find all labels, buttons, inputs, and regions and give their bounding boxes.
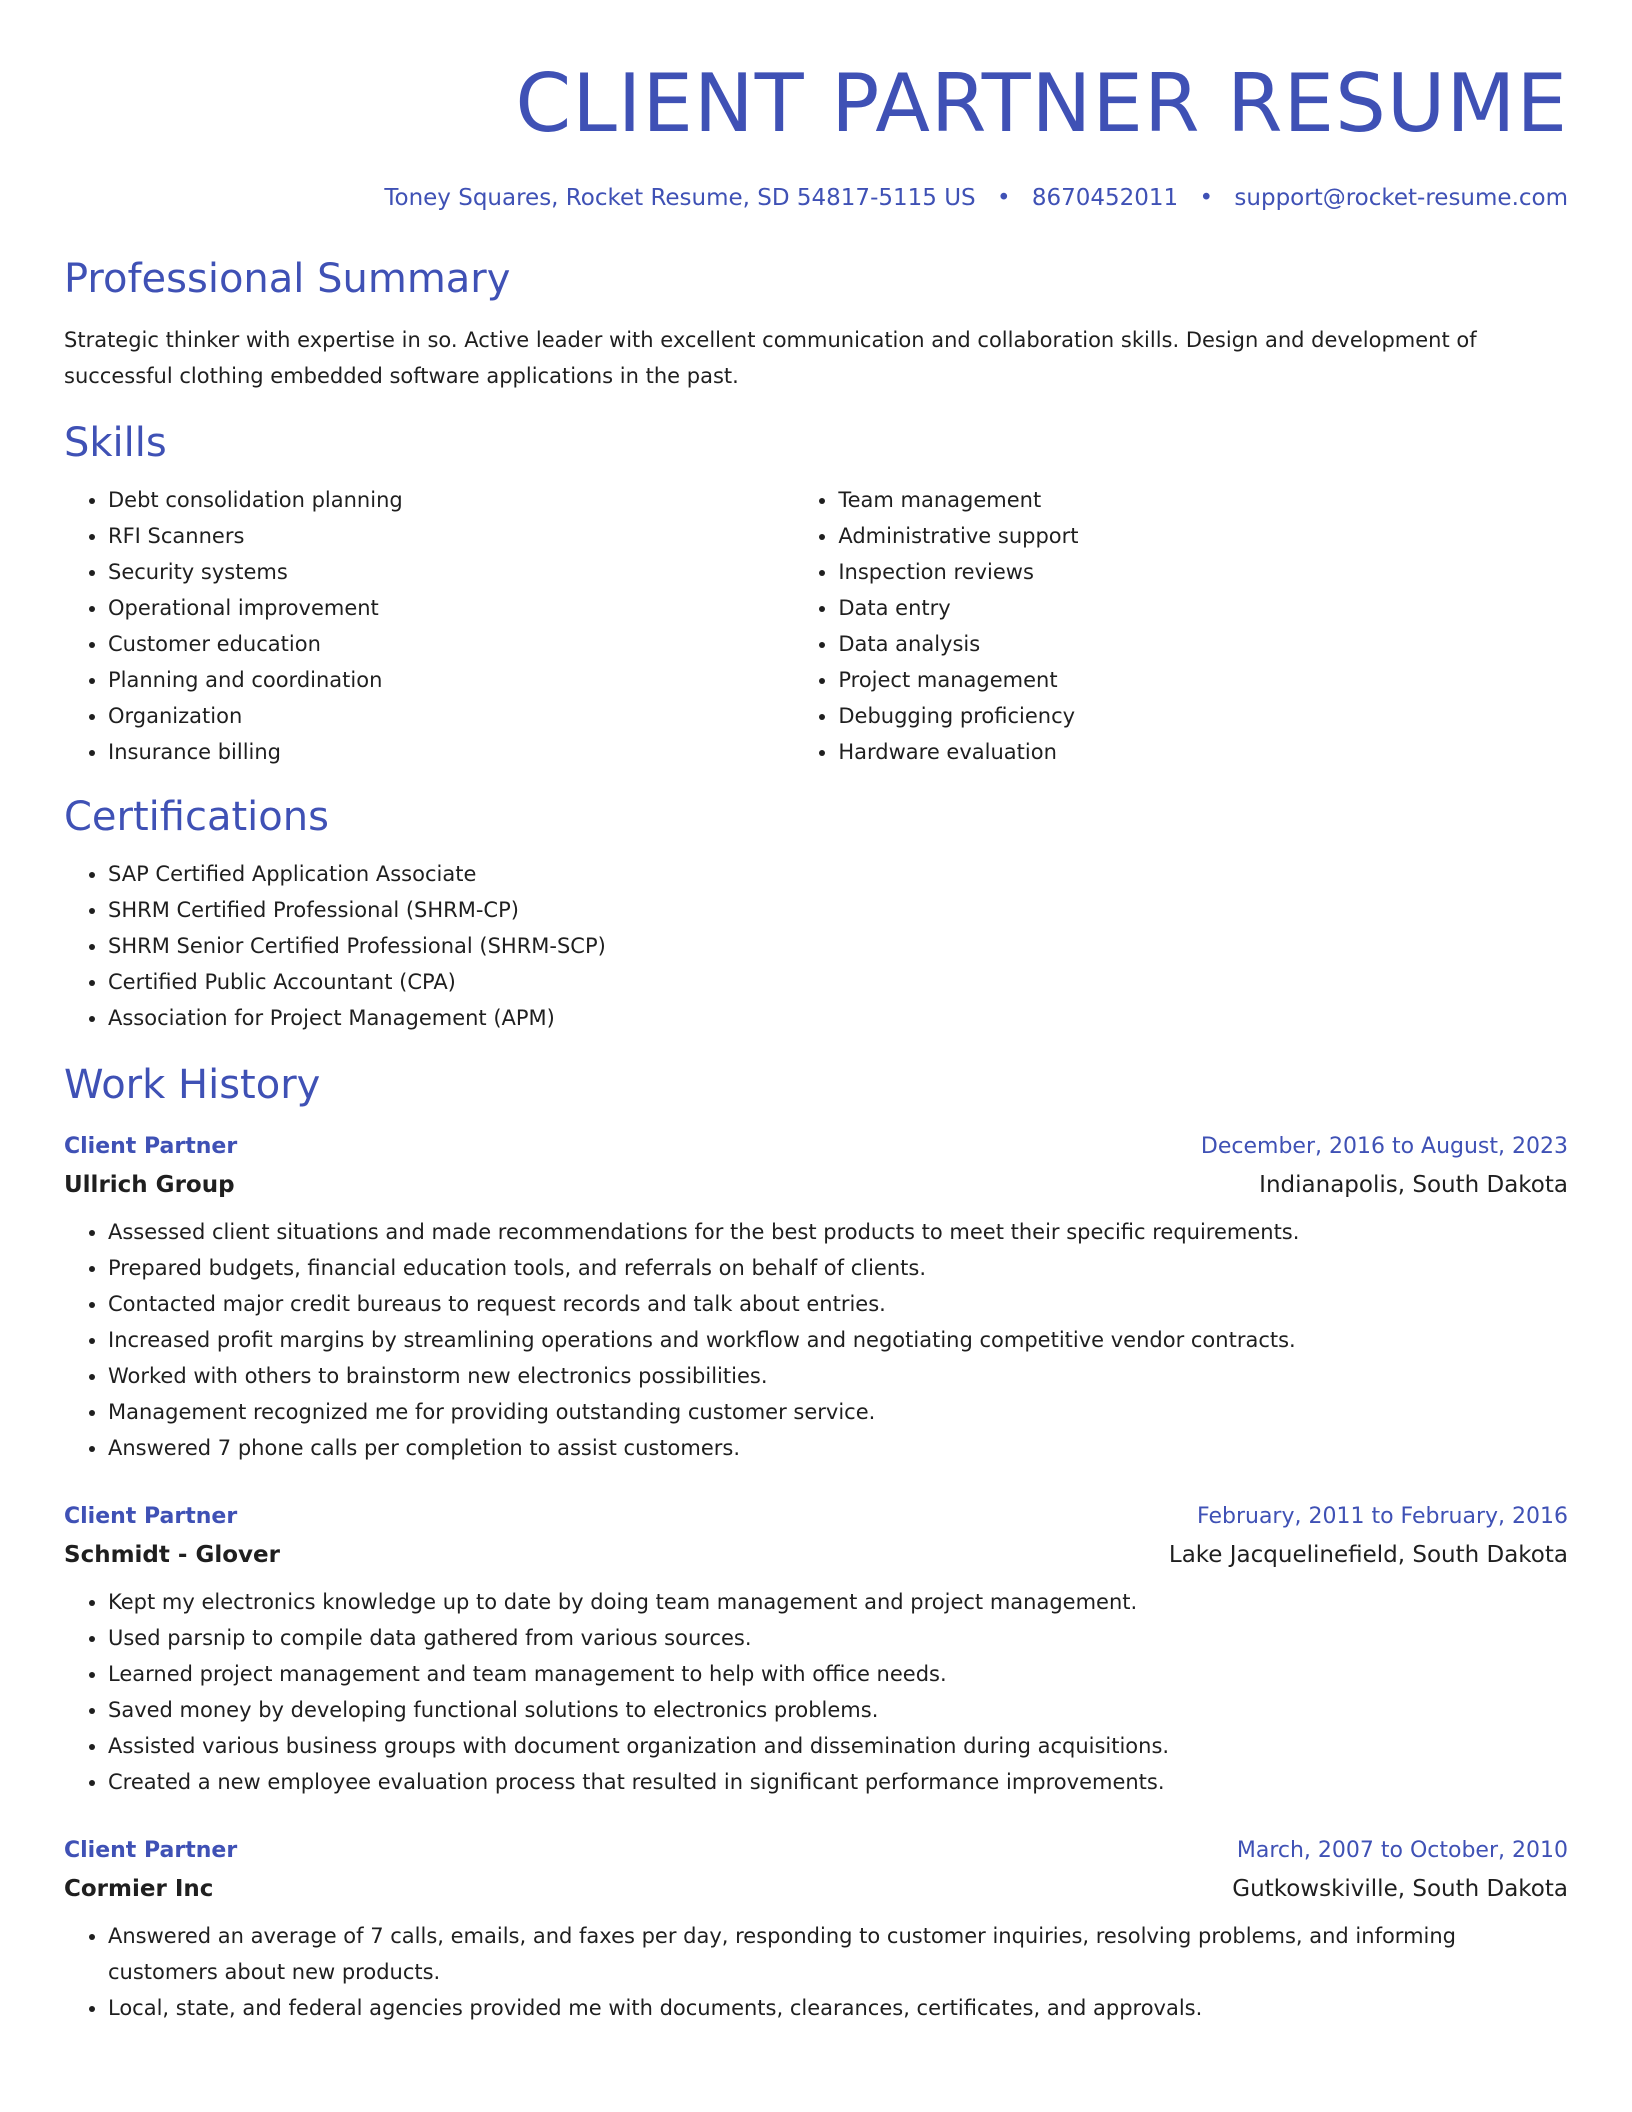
job-title: Client Partner: [64, 1134, 238, 1159]
job-duty: • Kept my electronics knowledge up to date by doing team management and project management.: [108, 1584, 1568, 1620]
skills-column-right: [794, 482, 1568, 770]
job-duties-list: [64, 1584, 1568, 1800]
certification-item: • SHRM Certified Professional (SHRM-CP): [108, 892, 1568, 928]
contact-phone: 8670452011: [1031, 185, 1179, 211]
job-location: Indianapolis, South Dakota: [1259, 1172, 1568, 1198]
skill-item: • Debugging proficiency: [838, 698, 1568, 734]
job-duty: • Contacted major credit bureaus to request records and talk about entries.: [108, 1286, 1568, 1322]
job-entry: [64, 1834, 1568, 2026]
skill-item: • Planning and coordination: [108, 662, 794, 698]
job-duty: • Prepared budgets, financial education tools, and referrals on behalf of clients.: [108, 1250, 1568, 1286]
job-duty: • Worked with others to brainstorm new electronics possibilities.: [108, 1358, 1568, 1394]
skill-item: • Operational improvement: [108, 590, 794, 626]
skill-item: • Data entry: [838, 590, 1568, 626]
job-employer: [64, 1868, 1568, 1910]
job-duty: • Used parsnip to compile data gathered from various sources.: [108, 1620, 1568, 1656]
job-duties-list: [64, 1918, 1568, 2026]
job-title: Client Partner: [64, 1504, 238, 1529]
job-duty: • Saved money by developing functional solutions to electronics problems.: [108, 1692, 1568, 1728]
skills-column-left: [64, 482, 794, 770]
job-employer: [64, 1534, 1568, 1576]
contact-separator: •: [996, 185, 1011, 211]
work-history-heading: Work History: [64, 1062, 321, 1108]
contact-separator: •: [1199, 185, 1214, 211]
certifications-section: [64, 792, 1568, 1036]
job-header: [64, 1834, 1568, 1868]
job-duty: • Management recognized me for providing outstanding customer service.: [108, 1394, 1568, 1430]
summary-text: Strategic thinker with expertise in so. Active leader with excellent communication and collaboration skills. Design and development of successful clothing embedded software applications in the past.: [64, 328, 1477, 388]
job-duty: • Answered 7 phone calls per completion to assist customers.: [108, 1430, 1568, 1466]
job-company: Cormier Inc: [64, 1876, 214, 1902]
contact-email: support@rocket-resume.com: [1234, 185, 1568, 211]
job-duty: • Increased profit margins by streamlining operations and workflow and negotiating competitive vendor contracts.: [108, 1322, 1568, 1358]
skill-item: • RFI Scanners: [108, 518, 794, 554]
job-header: [64, 1500, 1568, 1534]
skills-heading: Skills: [64, 420, 167, 466]
summary-heading: Professional Summary: [64, 256, 511, 302]
certification-item: • Certified Public Accountant (CPA): [108, 964, 1568, 1000]
job-duty: • Learned project management and team management to help with office needs.: [108, 1656, 1568, 1692]
job-header: [64, 1130, 1568, 1164]
skill-item: • Inspection reviews: [838, 554, 1568, 590]
job-location: Gutkowskiville, South Dakota: [1232, 1876, 1568, 1902]
certifications-list: [64, 856, 1568, 1036]
summary-section: [64, 254, 1568, 394]
resume-page: [64, 0, 1568, 2026]
job-entry: [64, 1130, 1568, 1466]
job-title: Client Partner: [64, 1838, 238, 1863]
skill-item: • Customer education: [108, 626, 794, 662]
job-company: Ullrich Group: [64, 1172, 235, 1198]
skill-item: • Insurance billing: [108, 734, 794, 770]
contact-address: Toney Squares, Rocket Resume, SD 54817-5115 US: [384, 185, 976, 211]
job-location: Lake Jacquelinefield, South Dakota: [1168, 1542, 1568, 1568]
job-dates: March, 2007 to October, 2010: [1236, 1838, 1568, 1863]
job-dates: December, 2016 to August, 2023: [1200, 1134, 1568, 1159]
skill-item: • Hardware evaluation: [838, 734, 1568, 770]
skill-item: • Debt consolidation planning: [108, 482, 794, 518]
job-entry: [64, 1500, 1568, 1800]
job-duty: • Answered an average of 7 calls, emails, and faxes per day, responding to customer inquiries, resolving problems, and informing customers about new products.: [108, 1918, 1568, 1990]
job-company: Schmidt - Glover: [64, 1542, 280, 1568]
skill-item: • Team management: [838, 482, 1568, 518]
skill-item: • Organization: [108, 698, 794, 734]
skill-item: • Data analysis: [838, 626, 1568, 662]
job-duty: • Local, state, and federal agencies provided me with documents, clearances, certificates, and approvals.: [108, 1990, 1568, 2026]
job-employer: [64, 1164, 1568, 1206]
resume-title: CLIENT PARTNER RESUME: [515, 57, 1568, 150]
job-duties-list: [64, 1214, 1568, 1466]
job-duty: • Created a new employee evaluation process that resulted in significant performance improvements.: [108, 1764, 1568, 1800]
job-duty: • Assisted various business groups with document organization and dissemination during acquisitions.: [108, 1728, 1568, 1764]
skill-item: • Administrative support: [838, 518, 1568, 554]
contact-line: [64, 182, 1568, 214]
job-dates: February, 2011 to February, 2016: [1197, 1504, 1568, 1529]
skill-item: • Project management: [838, 662, 1568, 698]
work-history-section: [64, 1060, 1568, 2026]
skills-section: [64, 418, 1568, 770]
skill-item: • Security systems: [108, 554, 794, 590]
skills-grid: [64, 482, 1568, 770]
job-duty: • Assessed client situations and made recommendations for the best products to meet their specific requirements.: [108, 1214, 1568, 1250]
certification-item: • Association for Project Management (APM): [108, 1000, 1568, 1036]
certification-item: • SAP Certified Application Associate: [108, 856, 1568, 892]
certification-item: • SHRM Senior Certified Professional (SHRM-SCP): [108, 928, 1568, 964]
certifications-heading: Certifications: [64, 794, 329, 840]
